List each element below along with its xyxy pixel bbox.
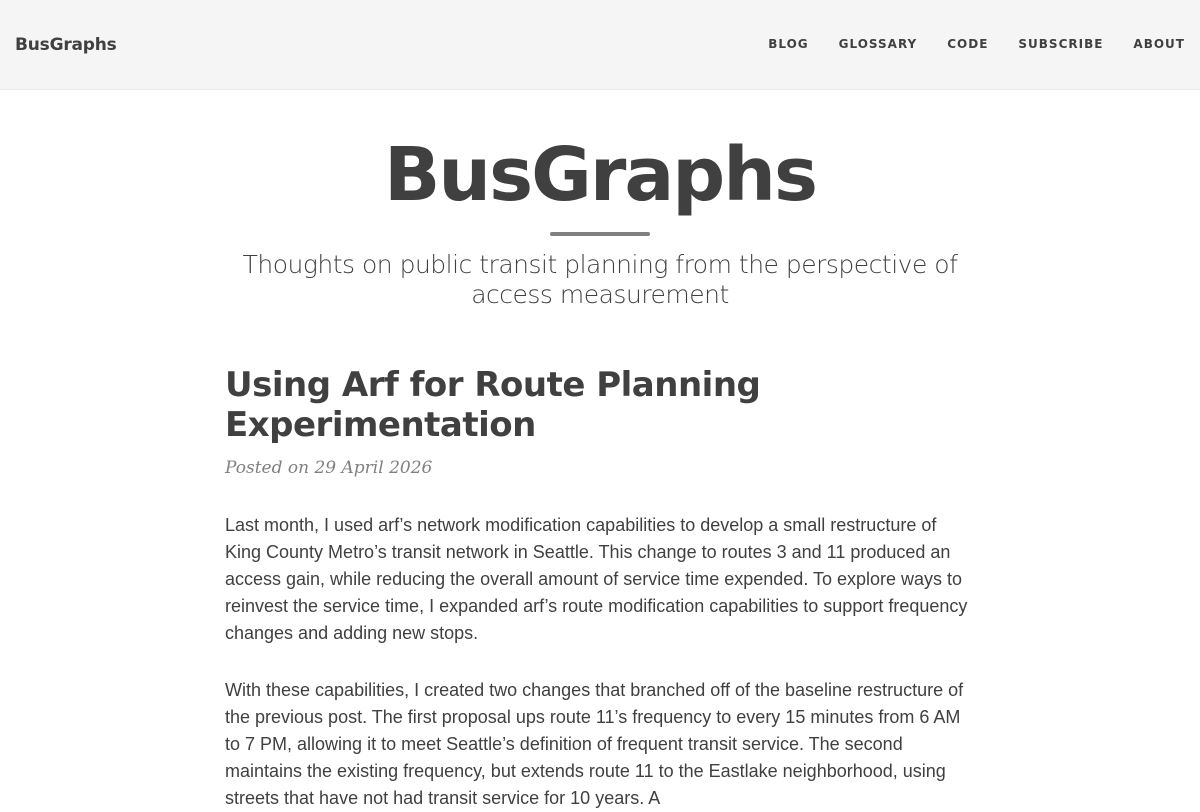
navbar — [0, 0, 1200, 90]
post-meta: Posted on 29 April 2026 — [225, 458, 433, 478]
site-subtitle: Thoughts on public transit planning from the perspective of access measurement — [242, 250, 958, 309]
site-title: BusGraphs — [384, 132, 816, 218]
nav-link-subscribe[interactable]: SUBSCRIBE — [1018, 37, 1104, 51]
post-paragraph: Last month, I used arf’s network modification capabilities to develop a small restructure of King County Metro’s transit network in Seattle. This change to routes 3 and 11 produced an access gain, while reducing the overall amount of service time expended. To explore ways to reinvest the service time, I expanded arf’s route modification capabilities to support frequency changes and adding new stops. — [225, 515, 968, 643]
post-paragraph: With these capabilities, I created two changes that branched off of the baseline restructure of the previous post. The first proposal ups route 11’s frequency to every 15 minutes from 6 AM to 7 PM, allowing it to meet Seattle’s definition of frequent transit service. The second maintains the existing frequency, but extends route 11 to the Eastlake neighborhood, using streets that have not had transit service for 10 years. A — [225, 680, 964, 808]
post-title-link[interactable]: Using Arf for Route Planning Experimentation — [225, 365, 761, 445]
nav-link-about[interactable]: ABOUT — [1133, 37, 1185, 51]
post-preview — [225, 365, 975, 812]
brand-link[interactable]: BusGraphs — [15, 35, 117, 55]
nav-link-code[interactable]: CODE — [947, 37, 989, 51]
nav-link-glossary[interactable]: GLOSSARY — [838, 37, 918, 51]
nav-link-blog[interactable]: BLOG — [768, 37, 809, 51]
title-divider — [550, 232, 650, 236]
post-body — [225, 512, 975, 812]
nav-links — [738, 36, 1185, 52]
